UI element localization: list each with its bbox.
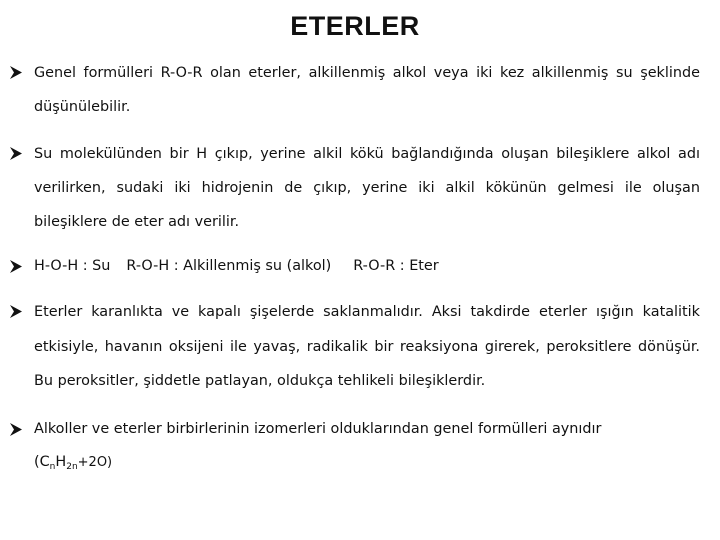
- formula-tail: +2O): [77, 454, 113, 470]
- bullet-item: [8, 250, 700, 283]
- arrowhead-bullet-icon: [8, 137, 28, 170]
- bullet-text: Genel formülleri R-O-R olan eterler, alkillenmiş alkol veya iki kez alkillenmiş su şeklinde düşünülebilir.: [34, 65, 700, 115]
- general-formula: [34, 454, 112, 470]
- bullet-item: [8, 295, 700, 399]
- arrowhead-bullet-icon: [8, 250, 28, 283]
- bullet-text: Alkoller ve eterler birbirlerinin izomerleri olduklarından genel formülleri aynıdır: [34, 420, 602, 437]
- formula-h: H: [55, 453, 67, 470]
- arrowhead-bullet-icon: [8, 56, 28, 89]
- formula-open: (C: [34, 453, 50, 470]
- bullet-text: Su molekülünden bir H çıkıp, yerine alkil kökü bağlandığında oluşan bileşiklere alkol adı verilirken, sudaki iki hidrojenin de çıkıp, yerine iki alkil kökünün gelmesi ile oluşan bileşiklere de eter adı verilir.: [34, 146, 700, 230]
- formula-ether: R-O-R : Eter: [353, 258, 439, 274]
- arrowhead-bullet-icon: [8, 413, 28, 446]
- formula-alcohol: R-O-H : Alkillenmiş su (alkol): [126, 258, 332, 274]
- arrowhead-bullet-icon: [8, 295, 28, 328]
- bullet-item: [8, 137, 700, 239]
- bullet-list: [8, 56, 700, 490]
- bullet-item: [8, 413, 700, 479]
- slide-title: ETERLER: [290, 11, 420, 41]
- formula-sub-n: n: [49, 461, 56, 472]
- bullet-text: Eterler karanlıkta ve kapalı şişelerde saklanmalıdır. Aksi takdirde eterler ışığın katalitik etkisiyle, havanın oksijeni ile yavaş, radikalik bir reaksiyona girerek, peroksitlere dönüşür. Bu peroksitler, şiddetle patlayan, oldukça tehlikeli bileşiklerdir.: [34, 304, 700, 389]
- bullet-item: [8, 56, 700, 124]
- formula-water: H-O-H : Su: [34, 258, 111, 274]
- formula-sub-2n: 2n: [66, 461, 78, 472]
